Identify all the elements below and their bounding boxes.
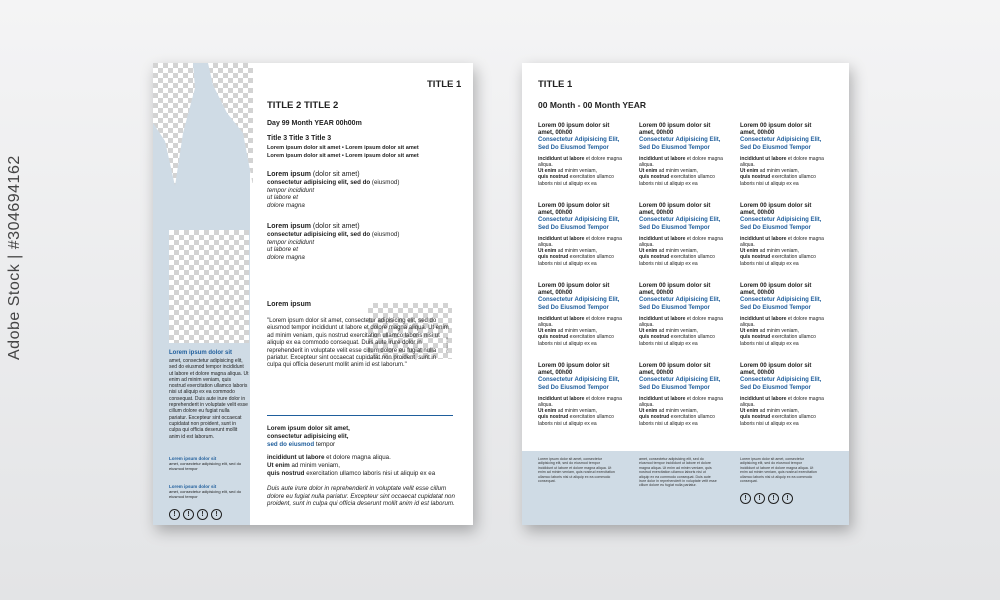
alert-icon: !: [169, 509, 180, 520]
alert-icon: !: [782, 493, 793, 504]
event-text: incididunt ut labore et dolore magna aliqua. Ut enim ad minim veniam, quis nostrud exercitation ullamco laboris nisi ut aliquip ex ea: [538, 315, 622, 347]
event-subheading: Consectetur Adipisicing Elit, Sed Do Eiusmod Tempor: [639, 377, 721, 391]
side-heading-2: Lorem ipsum dolor sit: [169, 456, 217, 461]
event-heading: Lorem 00 ipsum dolor sit amet, 00h00: [639, 283, 711, 297]
event-subheading: Consectetur Adipisicing Elit, Sed Do Eiusmod Tempor: [538, 217, 620, 231]
event-text: incididunt ut labore et dolore magna aliqua. Ut enim ad minim veniam, quis nostrud exercitation ullamco laboris nisi ut aliquip ex ea: [740, 235, 824, 267]
event-entry: [538, 363, 624, 443]
side-text: amet, consectetur adipisicing elit, sed do eiusmod tempor incididunt ut labore et dolore magna aliqua. Ut enim ad minim veniam, quis nostrud exercitation ullamco laboris nisi ut aliquip ex ea commodo consequat. Duis aute irure dolor in reprehenderit in voluptate velit esse cillum dolore eu fugiat nulla pariatur. Excepteur sint occaecat cupidatat non proident, sunt in culpa qui officia deserunt mollit anim id est laborum.: [169, 358, 249, 440]
event-subheading: Consectetur Adipisicing Elit, Sed Do Eiusmod Tempor: [538, 297, 620, 311]
event-heading: Lorem 00 ipsum dolor sit amet, 00h00: [740, 283, 812, 297]
alert-icon: !: [197, 509, 208, 520]
event-heading: Lorem 00 ipsum dolor sit amet, 00h00: [740, 363, 812, 377]
alert-icon: !: [183, 509, 194, 520]
title-3: Title 3 Title 3 Title 3: [267, 135, 332, 142]
event-subheading: Consectetur Adipisicing Elit, Sed Do Eiusmod Tempor: [740, 217, 822, 231]
bottom-heading: Lorem ipsum dolor sit amet,: [267, 425, 350, 432]
event-text: incididunt ut labore et dolore magna aliqua. Ut enim ad minim veniam, quis nostrud exercitation ullamco laboris nisi ut aliquip ex ea: [538, 395, 622, 427]
event-subheading: Consectetur Adipisicing Elit, Sed Do Eiusmod Tempor: [639, 297, 721, 311]
event-heading: Lorem 00 ipsum dolor sit amet, 00h00: [538, 203, 610, 217]
event-text: incididunt ut labore et dolore magna aliqua. Ut enim ad minim veniam, quis nostrud exercitation ullamco laboris nisi ut aliquip ex ea: [740, 395, 824, 427]
event-heading: Lorem 00 ipsum dolor sit amet, 00h00: [639, 123, 711, 137]
event-entry: [639, 123, 725, 203]
side-heading: Lorem ipsum dolor sit: [169, 350, 233, 356]
side-text-2: amet, consectetur adipisicing elit, sed do eiusmod tempor: [169, 461, 242, 471]
right-page: [522, 63, 849, 525]
event-entry: [740, 363, 826, 443]
bottom-subheading-2: sed do eiusmod tempor: [267, 441, 336, 448]
bottom-para-1: incididunt ut labore et dolore magna aliqua.: [267, 454, 391, 461]
photo-credit: Photo credit: [445, 336, 449, 353]
event-entry: [639, 363, 725, 443]
date-line: Day 99 Month YEAR 00h00m: [267, 120, 362, 127]
column-3: [740, 123, 826, 443]
bottom-para-3: quis nostrud exercitation ullamco laboris nisi ut aliquip ex ea: [267, 470, 436, 477]
page-title-1: TITLE 1: [427, 79, 462, 90]
title-3-line-1: Lorem ipsum dolor sit amet • Lorem ipsum dolor sit amet: [267, 145, 419, 151]
column-2: [639, 123, 725, 443]
side-text-3: amet, consectetur adipisicing elit, sed do eiusmod tempor: [169, 489, 242, 499]
bottom-subheading: consectetur adipisicing elit,: [267, 433, 349, 440]
event-text: incididunt ut labore et dolore magna aliqua. Ut enim ad minim veniam, quis nostrud exercitation ullamco laboris nisi ut aliquip ex ea: [639, 155, 723, 187]
event-subheading: Consectetur Adipisicing Elit, Sed Do Eiusmod Tempor: [639, 217, 721, 231]
footer-text-3: Lorem ipsum dolor sit amet, consectetur adipisicing elit, sed do eiusmod tempor incididunt ut labore et dolore magna aliqua. Ut enim ad minim veniam, quis nostrud exercitation ullamco laboris nisi ut aliquip ex ea commodo consequat.: [740, 457, 817, 484]
event-subheading: Consectetur Adipisicing Elit, Sed Do Eiusmod Tempor: [538, 137, 620, 151]
event-subheading: Consectetur Adipisicing Elit, Sed Do Eiusmod Tempor: [639, 137, 721, 151]
quote-text: "Lorem ipsum dolor sit amet, consectetur adipisicing elit, sed do eiusmod tempor incididunt ut labore et dolore magna aliqua. Ut enim ad minim veniam, quis nostrud exercitation ullamco laboris nisi ut aliquip ex ea commodo consequat. Duis aute irure dolor in reprehenderit in voluptate velit esse cillum dolore eu fugiat nulla pariatur. Excepteur sint occaecat cupidatat non proident, sunt in culpa qui officia deserunt mollit anim id est laborum.": [267, 318, 449, 369]
event-text: incididunt ut labore et dolore magna aliqua. Ut enim ad minim veniam, quis nostrud exercitation ullamco laboris nisi ut aliquip ex ea: [639, 315, 723, 347]
event-subheading: Consectetur Adipisicing Elit, Sed Do Eiusmod Tempor: [740, 137, 822, 151]
event-heading: Lorem 00 ipsum dolor sit amet, 00h00: [538, 283, 610, 297]
alert-icon: !: [754, 493, 765, 504]
event-subheading: Consectetur Adipisicing Elit, Sed Do Eiusmod Tempor: [538, 377, 620, 391]
event-text: incididunt ut labore et dolore magna aliqua. Ut enim ad minim veniam, quis nostrud exercitation ullamco laboris nisi ut aliquip ex ea: [740, 155, 824, 187]
event-entry: [538, 203, 624, 283]
event-text: incididunt ut labore et dolore magna aliqua. Ut enim ad minim veniam, quis nostrud exercitation ullamco laboris nisi ut aliquip ex ea: [740, 315, 824, 347]
alert-icon: !: [740, 493, 751, 504]
event-entry: [538, 283, 624, 363]
info-block-2: Lorem ipsum (dolor sit amet) consectetur adipisicing elit, sed do (eiusmod) tempor incididunt ut labore et dolore magna: [267, 223, 400, 261]
stock-watermark: Adobe Stock | #304694162: [6, 155, 23, 360]
checker-mask-image: [153, 63, 253, 188]
event-text: incididunt ut labore et dolore magna aliqua. Ut enim ad minim veniam, quis nostrud exercitation ullamco laboris nisi ut aliquip ex ea: [538, 235, 622, 267]
page-title-2: TITLE 2 TITLE 2: [267, 100, 339, 111]
event-entry: [639, 203, 725, 283]
event-text: incididunt ut labore et dolore magna aliqua. Ut enim ad minim veniam, quis nostrud exercitation ullamco laboris nisi ut aliquip ex ea: [538, 155, 622, 187]
title-3-line-2: Lorem ipsum dolor sit amet • Lorem ipsum dolor sit amet: [267, 153, 419, 159]
column-1: [538, 123, 624, 443]
event-subheading: Consectetur Adipisicing Elit, Sed Do Eiusmod Tempor: [740, 377, 822, 391]
event-heading: Lorem 00 ipsum dolor sit amet, 00h00: [740, 203, 812, 217]
alert-icon: !: [211, 509, 222, 520]
event-entry: [639, 283, 725, 363]
event-heading: Lorem 00 ipsum dolor sit amet, 00h00: [639, 363, 711, 377]
page-title-1: TITLE 1: [538, 79, 573, 90]
event-entry: [740, 283, 826, 363]
bottom-italic: Duis aute irure dolor in reprehenderit in voluptate velit esse cillum dolore eu fugiat nulla pariatur. Excepteur sint occaecat cupidatat non proident, sunt in culpa qui officia deserunt mollit anim id est laborum.: [267, 485, 455, 508]
footer-text-1: Lorem ipsum dolor sit amet, consectetur adipisicing elit, sed do eiusmod tempor incididunt ut labore et dolore magna aliqua. Ut enim ad minim veniam, quis nostrud exercitation ullamco laboris nisi ut aliquip ex ea commodo consequat.: [538, 457, 615, 484]
event-heading: Lorem 00 ipsum dolor sit amet, 00h00: [639, 203, 711, 217]
event-heading: Lorem 00 ipsum dolor sit amet, 00h00: [538, 123, 610, 137]
footer-band: [522, 451, 849, 525]
divider: [267, 415, 453, 416]
event-text: incididunt ut labore et dolore magna aliqua. Ut enim ad minim veniam, quis nostrud exercitation ullamco laboris nisi ut aliquip ex ea: [639, 395, 723, 427]
left-page: [153, 63, 473, 525]
alert-icon: !: [768, 493, 779, 504]
event-heading: Lorem 00 ipsum dolor sit amet, 00h00: [740, 123, 812, 137]
date-range: 00 Month - 00 Month YEAR: [538, 100, 646, 110]
event-entry: [740, 123, 826, 203]
image-placeholder: [169, 230, 249, 343]
footer-text-2: amet, consectetur adipisicing elit, sed do eiusmod tempor incididunt ut labore et dolore magna aliqua. Ut enim ad minim veniam, quis nostrud exercitation ullamco laboris nisi ut aliquip ex ea commodo consequat. Duis aute irure dolor in reprehenderit in voluptate velit esse cillum dolore eu fugiat nulla pariatur.: [639, 457, 717, 488]
event-subheading: Consectetur Adipisicing Elit, Sed Do Eiusmod Tempor: [740, 297, 822, 311]
block-heading: Lorem ipsum: [267, 171, 311, 178]
info-block-1: Lorem ipsum (dolor sit amet) consectetur adipisicing elit, sed do (eiusmod) tempor incididunt ut labore et dolore magna: [267, 171, 400, 209]
event-heading: Lorem 00 ipsum dolor sit amet, 00h00: [538, 363, 610, 377]
event-entry: [740, 203, 826, 283]
icon-row: [169, 509, 222, 520]
block-heading: Lorem ipsum: [267, 223, 311, 230]
bottom-para-2: Ut enim ad minim veniam,: [267, 462, 340, 469]
side-heading-3: Lorem ipsum dolor sit: [169, 484, 217, 489]
event-entry: [538, 123, 624, 203]
icon-row: [740, 493, 793, 504]
section-heading: Lorem ipsum: [267, 301, 311, 308]
event-text: incididunt ut labore et dolore magna aliqua. Ut enim ad minim veniam, quis nostrud exercitation ullamco laboris nisi ut aliquip ex ea: [639, 235, 723, 267]
